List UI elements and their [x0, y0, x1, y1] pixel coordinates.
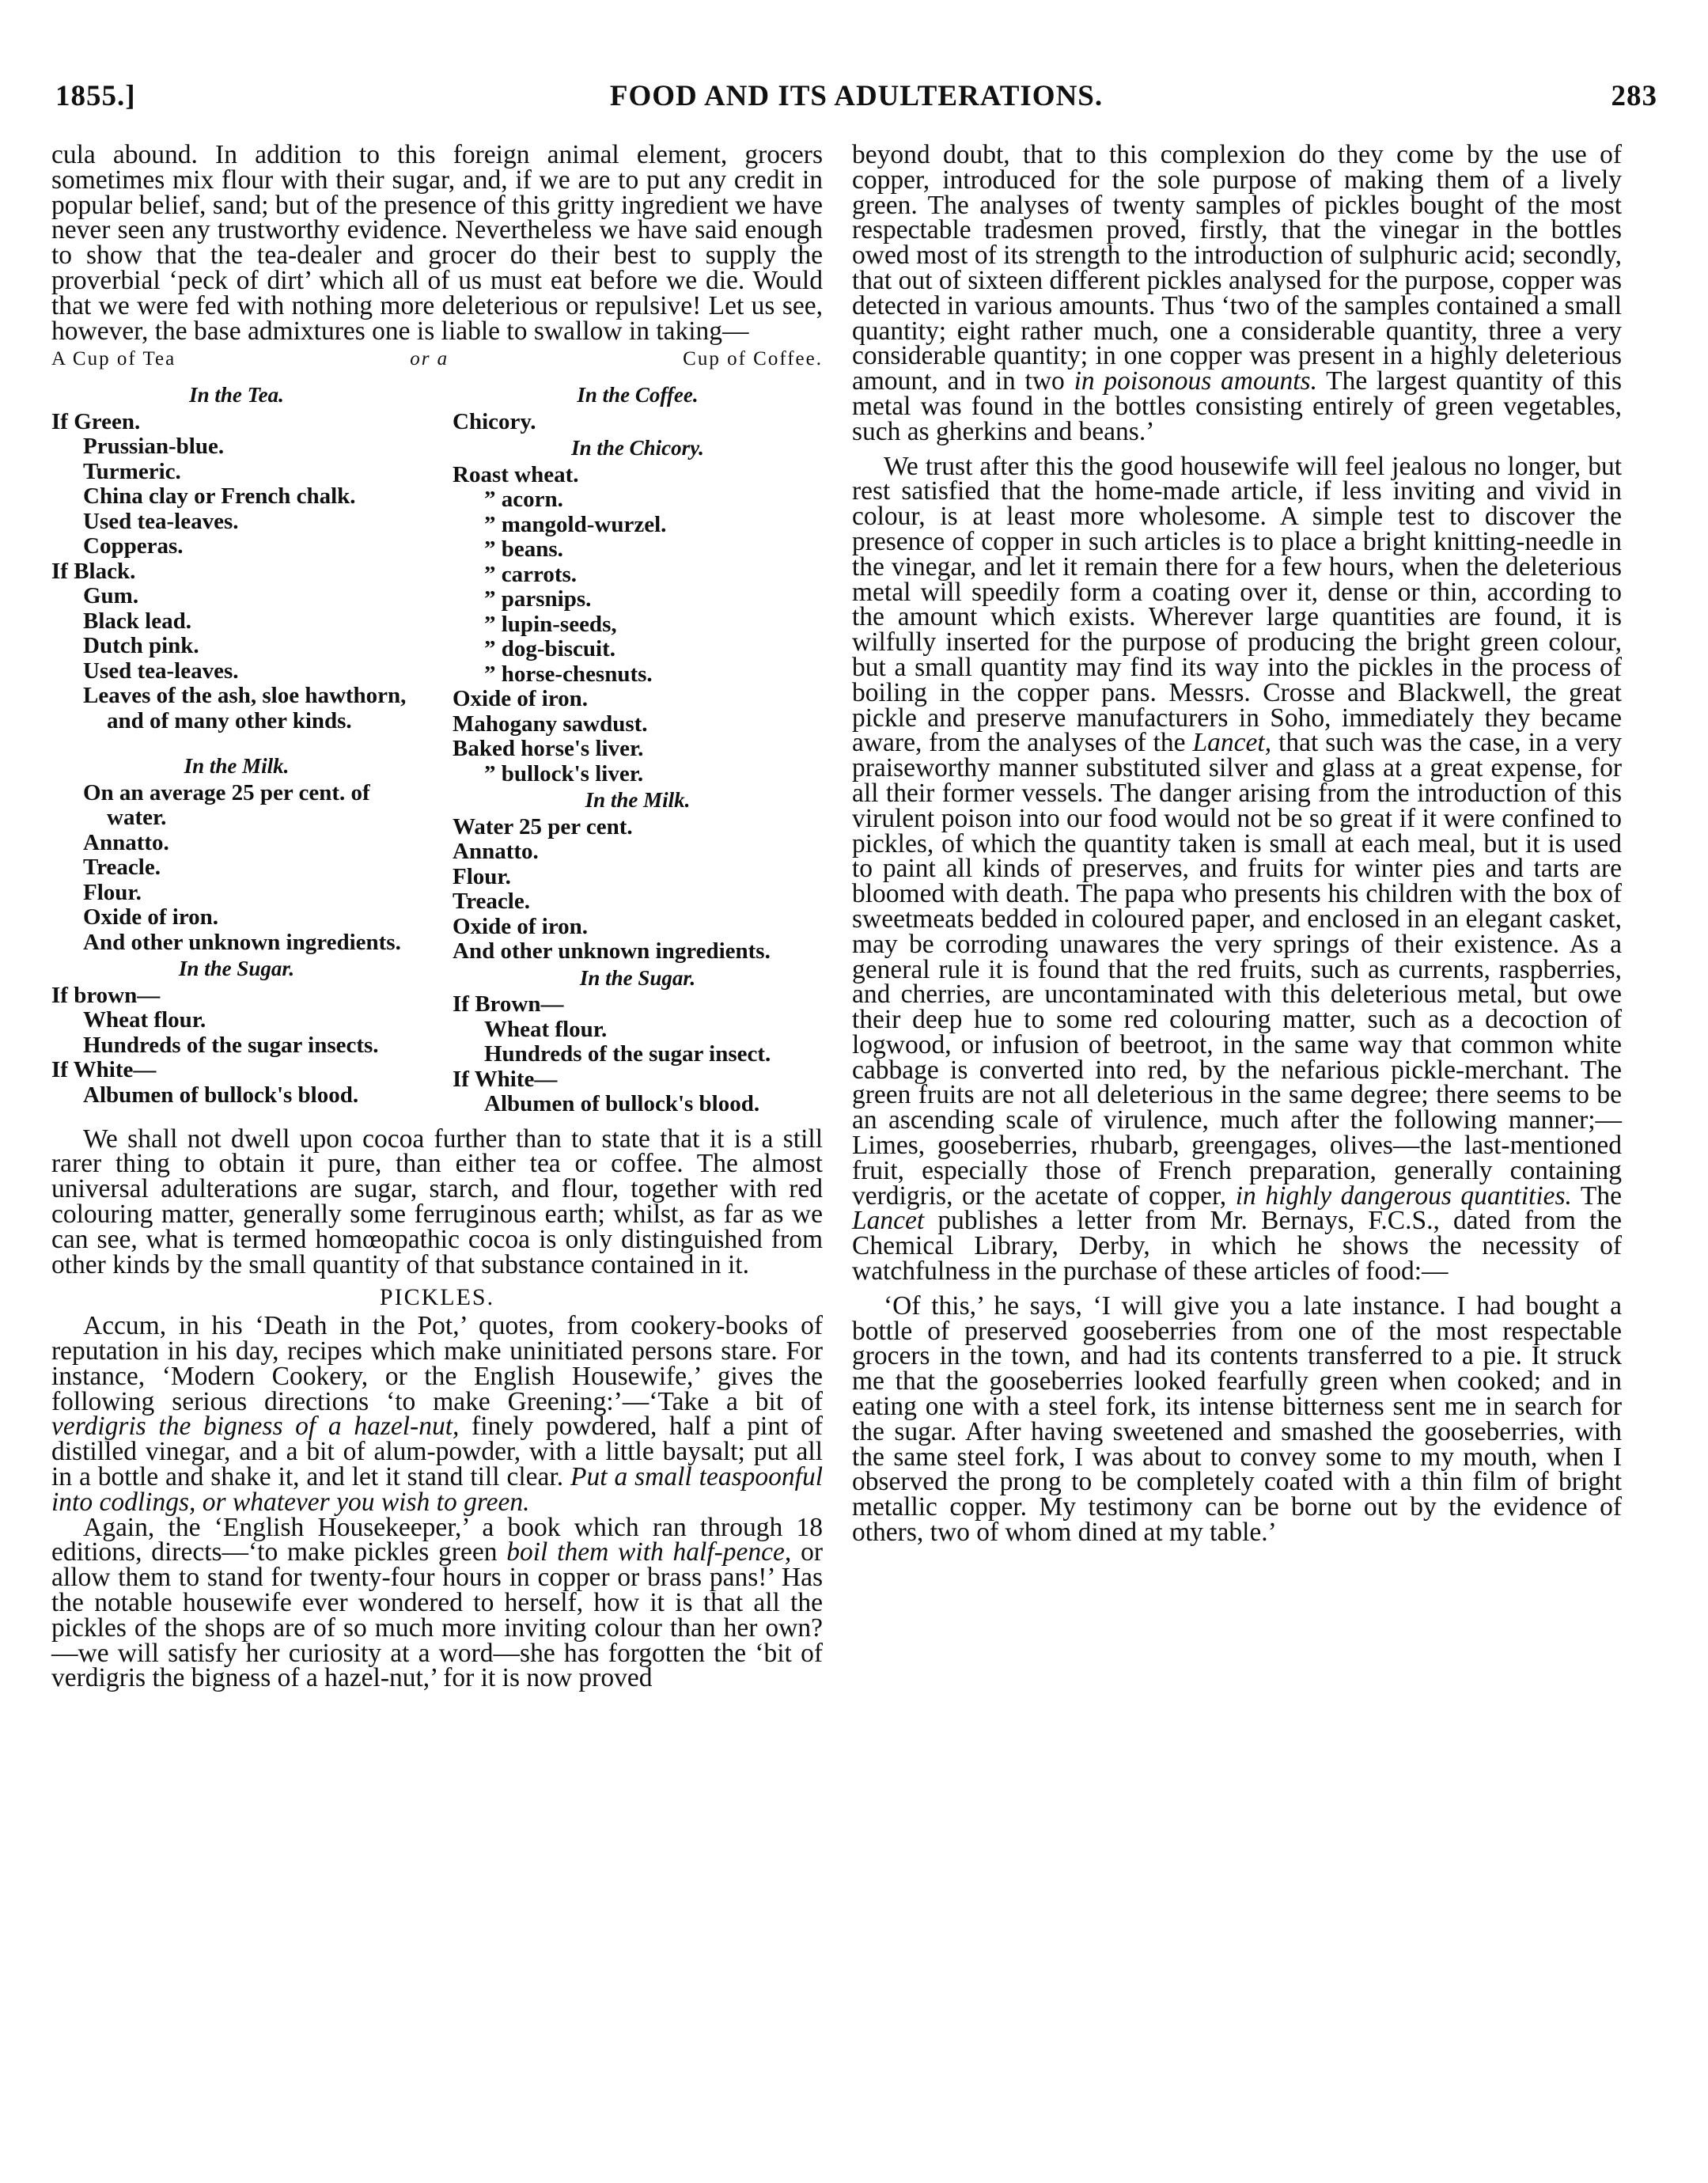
list-item: If brown— [51, 982, 161, 1008]
section-title: PICKLES. [379, 1284, 495, 1311]
list-item: And other unknown ingredients. [453, 938, 771, 965]
list-item: Oxide of iron. [83, 904, 219, 930]
list-item: Leaves of the ash, sloe hawthorn, [83, 683, 407, 709]
list-item: Flour. [83, 879, 142, 905]
list-item: On an average 25 per cent. of [83, 779, 370, 805]
emphasis: Put a small teaspoonful into codlings, or whatever you wish to green. [51, 1462, 823, 1517]
list-item: ” parsnips. [484, 586, 592, 612]
list-item: Chicory. [453, 408, 536, 434]
list-item: And other unknown ingredients. [83, 929, 401, 955]
paragraph [852, 142, 1622, 445]
list-item: If White— [51, 1057, 157, 1083]
list-item: Albumen of bullock's blood. [83, 1082, 359, 1108]
list-item: Flour. [453, 863, 511, 889]
subheading: In the Milk. [184, 754, 290, 779]
emphasis: in poisonous amounts. [1074, 366, 1317, 396]
emphasis: Lancet [852, 1206, 925, 1236]
paragraph: ‘Of this,’ he says, ‘I will give you a late instance. I had bought a bottle of preserved gooseberries from one of the most respectable grocers in the town, and had its contents transferred to a pie. It struck me that the gooseberries looked fearfully green when cooked; and in eating one with a steel fork, its intense bitterness sent me in search for the sugar. After having sweetened and smashed the gooseberries, with the same steel fork, I was about to convey some to my mouth, when I observed the prong to be completely coated with a thin film of bright metallic copper. My testimony can be borne out by the evidence of others, two of whom dined at my table.’ [852, 1290, 1622, 1548]
subheading: In the Coffee. [577, 383, 699, 407]
list-item: If Black. [51, 558, 136, 584]
list-item: Black lead. [83, 608, 191, 634]
list-item: Oxide of iron. [453, 686, 589, 712]
list-item: Annatto. [453, 839, 539, 865]
list-item: Copperas. [83, 533, 184, 559]
header-title: FOOD AND ITS ADULTERATIONS. [609, 80, 1104, 112]
list-item: ” bullock's liver. [484, 760, 644, 786]
list-item: Dutch pink. [83, 633, 199, 659]
adulterants-table [51, 381, 823, 1117]
list-item: Annatto. [83, 829, 169, 855]
heading-tea: A Cup of Tea [51, 348, 176, 370]
subheading: In the Milk. [585, 788, 691, 813]
list-item: and of many other kinds. [107, 707, 352, 733]
list-item: Treacle. [83, 855, 161, 881]
subheading: In the Sugar. [579, 965, 696, 990]
list-item: Treacle. [453, 889, 530, 915]
left-column [51, 142, 823, 1691]
list-item: Oxide of iron. [453, 913, 589, 939]
list-item: Used tea-leaves. [83, 508, 239, 534]
list-item: Albumen of bullock's blood. [484, 1091, 760, 1117]
list-item: Turmeric. [83, 458, 181, 484]
list-item: ” acorn. [484, 487, 563, 513]
list-item: Wheat flour. [484, 1016, 608, 1042]
list-item: water. [107, 805, 167, 831]
paragraph: We shall not dwell upon cocoa further than to state that it is a still rarer thing to obtain it pure, than either tea or coffee. The almost universal adulterations are sugar, starch, and flour, together with red colouring matter, generally some ferruginous earth; whilst, as far as we can see, what is termed homœopathic cocoa is only distinguished from other kinds by the small quantity of that substance contained in it. [51, 1124, 823, 1279]
list-item: Hundreds of the sugar insects. [83, 1032, 379, 1058]
paragraph: cula abound. In addition to this foreign animal element, grocers sometimes mix flour with their sugar, and, if we are to put any credit in popular belief, sand; but of the presence of this gritty ingredient we have never seen any trustworthy evidence. Nevertheless we have said enough to show that the tea-dealer and grocer do their best to supply the proverbial ‘peck of dirt’ which all of us must eat before we die. Would that we were fed with nothing more deleterious or repulsive! Let us see, however, the base admixtures one is liable to swallow in taking— [51, 140, 823, 346]
list-item: Prussian-blue. [83, 434, 225, 460]
list-item: If Green. [51, 408, 141, 434]
list-item: Water 25 per cent. [453, 813, 633, 839]
tea-list [51, 381, 422, 1117]
text-run: The [1571, 1181, 1622, 1211]
list-item: If Brown— [453, 991, 564, 1018]
list-item: If White— [453, 1066, 558, 1092]
text-run: Accum, in his ‘Death in the Pot,’ quotes, from cookery-books of reputation in his day, recipes which make uninitiated persons stare. For instance, ‘Modern Cookery, or the English Housewife,’ gives the following serious directions ‘to make Greening:’—‘Take a bit of [51, 1311, 823, 1416]
emphasis: Lancet, [1192, 728, 1272, 758]
text-run: The largest quantity of this metal was found in the bottles consisting entirely of green vegetables, such as gherkins and beans.’ [852, 366, 1623, 446]
text-run: beyond doubt, that to this complexion do they come by the use of copper, introduced for the sole purpose of making them of a lively green. The analyses of twenty samples of pickles bought of the most respectable tradesmen proved, firstly, that the vinegar in the bottles owed most of its strength to the introduction of sulphuric acid; secondly, that out of sixteen different pickles analysed for the purpose, copper was detected in various amounts. Thus ‘two of the samples contained a small quantity; eight rather much, one a considerable quantity, three a very considerable quantity; in one copper was present in a highly deleterious amount, and in two [852, 140, 1622, 396]
right-column [852, 140, 1623, 1548]
list-item: Gum. [83, 583, 139, 609]
list-item: ” beans. [484, 536, 563, 563]
list-item: ” horse-chesnuts. [484, 661, 653, 687]
list-item: Hundreds of the sugar insect. [484, 1041, 771, 1067]
list-item: Wheat flour. [83, 1007, 206, 1033]
heading-or: or a [410, 348, 449, 370]
paragraph [51, 1512, 823, 1693]
text-run: finely powdered, half a pint of distilled vinegar, and a bit of alum-powder, with a little baysalt; put all in a bottle and shake it, and let it stand till clear. [51, 1412, 823, 1492]
list-item: ” mangold-wurzel. [484, 511, 667, 537]
subheading: In the Sugar. [178, 957, 295, 981]
list-item: Roast wheat. [453, 461, 579, 487]
list-item: ” dog-biscuit. [484, 636, 615, 662]
running-header [55, 79, 1657, 127]
list-item: Mahogany sawdust. [453, 711, 648, 737]
text-run: publishes a letter from Mr. Bernays, F.C.S., dated from the Chemical Library, Derby, in which he shows the necessity of watchfulness in the purchase of these articles of food:— [852, 1206, 1622, 1287]
text-run: We trust after this the good housewife will feel jealous no longer, but rest satisfied that the home-made article, if less inviting and vivid in colour, is at least more wholesome. A simple test to discover the presence of copper in such articles is to place a bright knitting-needle in the vinegar, and let it remain there for a few hours, when the deleterious metal will speedily form a coating over it, dense or thin, according to the amount which exists. Wherever large quantities are found, it is wilfully inserted for the purpose of producing the bright green colour, but a small quantity may find its way into the pickles in the process of boiling in the copper pans. Messrs. Crosse and Blackwell, the great pickle and preserve manufacturers in Soho, immediately they became aware, from the analyses of the [852, 451, 1622, 758]
page-number: 283 [1611, 80, 1657, 112]
list-item: Used tea-leaves. [83, 658, 239, 684]
list-item: ” carrots. [484, 561, 578, 587]
list-item: Baked horse's liver. [453, 736, 644, 762]
paragraph [51, 1311, 823, 1517]
header-year: 1855.] [55, 80, 136, 112]
heading-coffee: Cup of Coffee. [683, 348, 823, 370]
paragraph [852, 451, 1622, 1287]
list-item: China clay or French chalk. [83, 483, 356, 510]
emphasis: in highly dangerous quantities. [1235, 1181, 1572, 1211]
text-run: or allow them to stand for twenty-four hours in copper or brass pans!’ Has the notable housewife ever wondered to herself, how it is that all the pickles of the shops are of so much more inviting colour than her own?—we will satisfy her curiosity at a word—she has forgotten the ‘bit of verdigris the bigness of a hazel-nut,’ for it is now proved [51, 1537, 823, 1693]
text-run: that such was the case, in a very praiseworthy manner substituted silver and glass at a great expense, for all their former vessels. The danger arising from the introduction of this virulent poison into our food would not be so great if it were confined to pickles, of which the quantity taken is small at each meal, but it is used to paint all kinds of preserves, and fruits for winter pies and tarts are bloomed with death. The papa who presents his children with the box of sweetmeats bedded in coloured paper, and enclosed in an elegant casket, may be corroding unawares the very springs of their existence. As a general rule it is found that the red fruits, such as currents, raspberries, and cherries, are uncontaminated with this deleterious metal, but owe their deep hue to some red colouring matter, such as a decoction of logwood, or infusion of beetroot, in the same way that common white cabbage is converted into red, by the nefarious pickle-merchant. The green fruits are not all deleterious in the same degree; there seems to be an ascending scale of virulence, much after the following manner;—Limes, gooseberries, rhubarb, greengages, olives—the last-mentioned fruit, especially those of French preparation, generally containing verdigris, or the acetate of copper, [852, 728, 1622, 1211]
subheading: In the Tea. [189, 383, 284, 407]
coffee-list [453, 381, 823, 1117]
list-item: ” lupin-seeds, [484, 611, 617, 637]
table-heading [51, 347, 823, 372]
emphasis: verdigris the bigness of a hazel-nut, [51, 1412, 460, 1442]
text-run: Again, the ‘English Housekeeper,’ a book which ran through 18 editions, directs—‘to make pickles green [51, 1512, 823, 1567]
subheading: In the Chicory. [571, 436, 704, 460]
emphasis: boil them with half-pence, [506, 1537, 792, 1567]
